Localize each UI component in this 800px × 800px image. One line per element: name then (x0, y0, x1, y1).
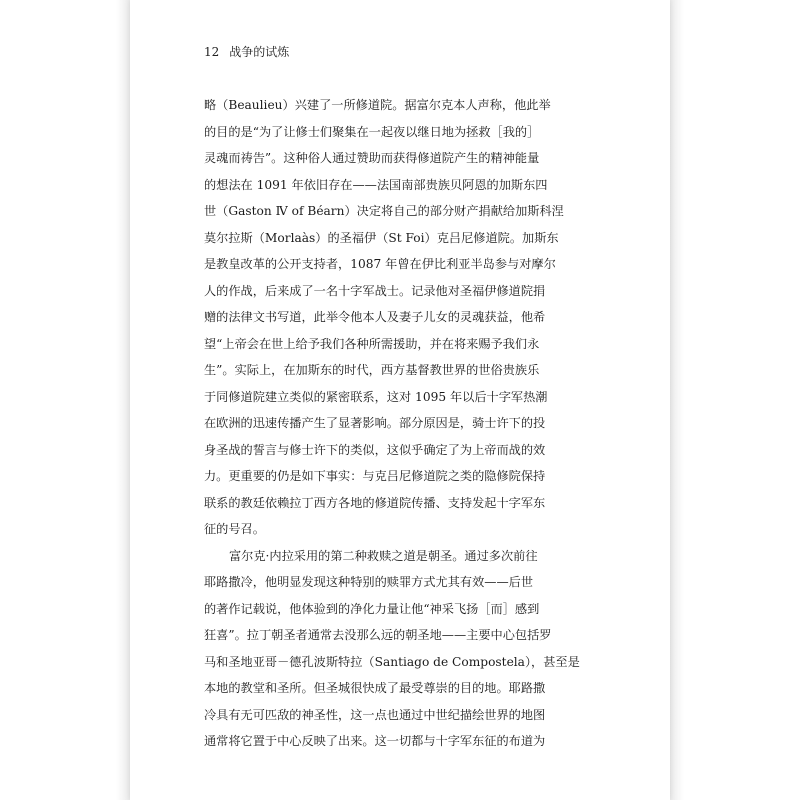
text-line: 赠的法律文书写道，此举令他本人及妻子儿女的灵魂获益，他希 (204, 310, 546, 324)
running-head (204, 43, 289, 60)
text-line: 冷具有无可匹敌的神圣性，这一点也通过中世纪描绘世界的地图 (204, 707, 546, 722)
text-line: 耶路撒冷，他明显发现这种特别的赎罪方式尤其有效——后世 (204, 575, 534, 589)
text-line: 在欧洲的迅速传播产生了显著影响。部分原因是，骑士许下的投 (204, 416, 546, 430)
text-line: 马和圣地亚哥－德孔波斯特拉（Santiago de Compostela），甚至是 (204, 654, 580, 669)
running-title: 战争的试炼 (229, 45, 290, 59)
text-line: 征的号召。 (204, 522, 265, 536)
page-shadow-right (670, 0, 684, 800)
text-line: 联系的教廷依赖拉丁西方各地的修道院传播、支持发起十字军东 (204, 495, 546, 510)
text-line: 本地的教堂和圣所。但圣城很快成了最受尊崇的目的地。耶路撒 (204, 681, 546, 695)
page-shadow-left (116, 0, 130, 800)
text-line: 于同修道院建立类似的紧密联系，这对 1095 年以后十字军热潮 (204, 389, 548, 404)
text-line: 人的作战，后来成了一名十字军战士。记录他对圣福伊修道院捐 (204, 283, 546, 298)
text-line: 莫尔拉斯（Morlaàs）的圣福伊（St Foi）克吕尼修道院。加斯东 (204, 230, 559, 245)
text-line: 灵魂而祷告”。这种俗人通过赞助而获得修道院产生的精神能量 (204, 151, 540, 165)
text-line: 身圣战的誓言与修士许下的类似，这似乎确定了为上帝而战的效 (204, 442, 546, 457)
text-line: 狂喜”。拉丁朝圣者通常去没那么远的朝圣地——主要中心包括罗 (204, 628, 552, 642)
text-line: 生”。实际上，在加斯东的时代，西方基督教世界的世俗贵族乐 (204, 363, 540, 377)
text-line: 是教皇改革的公开支持者，1087 年曾在伊比利亚半岛参与对摩尔 (204, 257, 556, 271)
book-page (130, 0, 670, 800)
text-line: 通常将它置于中心反映了出来。这一切都与十字军东征的布道为 (204, 734, 546, 748)
text-line: 的目的是“为了让修士们聚集在一起夜以继日地为拯救［我的］ (204, 124, 540, 139)
text-line: 力。更重要的仍是如下事实：与克吕尼修道院之类的隐修院保持 (204, 469, 546, 483)
text-line: 富尔克·内拉采用的第二种救赎之道是朝圣。通过多次前往 (229, 548, 538, 563)
text-line: 望“上帝会在世上给予我们各种所需援助，并在将来赐予我们永 (204, 336, 540, 351)
text-line: 略（Beaulieu）兴建了一所修道院。据富尔克本人声称，他此举 (204, 98, 551, 112)
page-number: 12 (204, 45, 220, 59)
text-line: 的著作记载说，他体验到的净化力量让他“神采飞扬［而］感到 (204, 601, 540, 616)
text-line: 的想法在 1091 年依旧存在——法国南部贵族贝阿恩的加斯东四 (204, 177, 548, 192)
body-text (204, 92, 580, 755)
text-line: 世（Gaston Ⅳ of Béarn）决定将自己的部分财产捐献给加斯科涅 (204, 204, 564, 218)
